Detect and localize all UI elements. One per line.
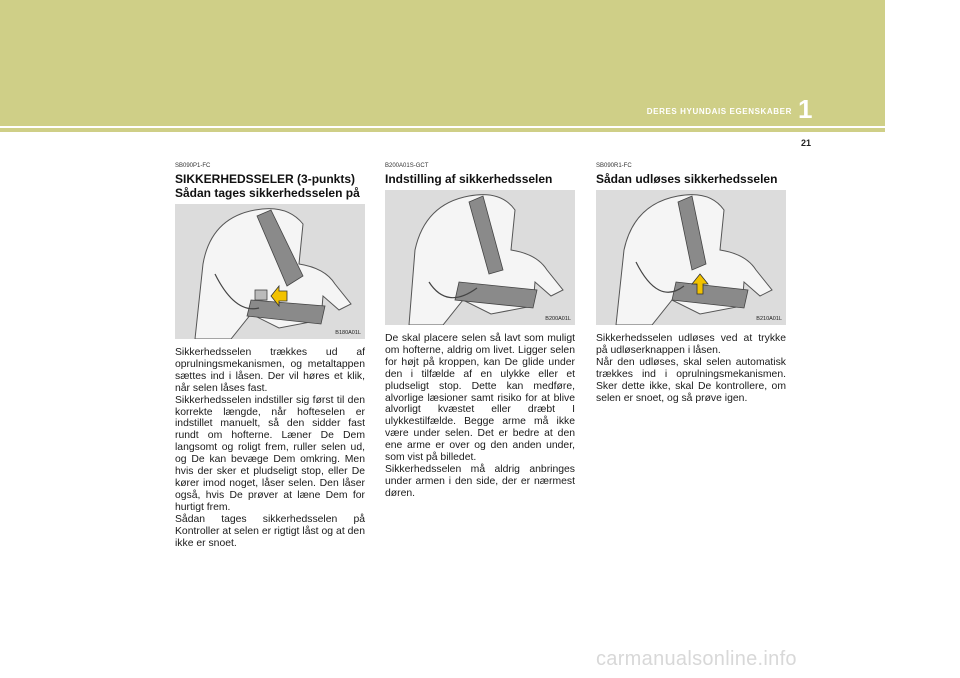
heading-line: Sådan udløses sikkerhedsselen bbox=[596, 172, 778, 186]
column-fastening bbox=[175, 163, 365, 549]
body-text bbox=[385, 333, 575, 500]
column-adjusting bbox=[385, 163, 575, 500]
chapter-number: 1 bbox=[798, 94, 813, 124]
seatbelt-buckle-arrow-icon bbox=[596, 190, 786, 325]
body-text bbox=[175, 347, 365, 549]
paragraph: Sikkerhedsselen udløses ved at trykke på udløserknappen i låsen. bbox=[596, 333, 786, 356]
section-heading bbox=[175, 172, 365, 200]
section-code: B200A01S-GCT bbox=[385, 163, 429, 169]
heading-line: Indstilling af sikkerhedsselen bbox=[385, 172, 553, 186]
illustration-releasing bbox=[596, 190, 786, 325]
body-text bbox=[596, 333, 786, 404]
illustration-adjusting bbox=[385, 190, 575, 325]
figure-code: B210A01L bbox=[756, 316, 782, 322]
figure-code: B200A01L bbox=[545, 316, 571, 322]
paragraph: Når den udløses, skal selen automatisk trækkes ind i oprulningsmekanismen. Sker dette ikke, skal De kontrollere, om selen er snoet, og så prøve igen. bbox=[596, 356, 786, 404]
figure-code: B180A01L bbox=[335, 330, 361, 336]
section-heading bbox=[596, 172, 786, 186]
section-code: SB090P1-FC bbox=[175, 163, 211, 169]
paragraph: Sikkerhedsselen indstiller sig først til den korrekte længde, når hofteselen er indstillet manuelt, så den sidder fast rundt om hofterne. Læner De Dem langsomt og roligt frem, ruller selen ud, og De kan bevæge Dem omkring. Men hvis der sker et pludseligt stop, eller De kører imod noget, låser selen. Den låser også, hvis De prøver at læne Dem for hurtigt frem. bbox=[175, 394, 365, 513]
page-number: 21 bbox=[800, 138, 811, 148]
header-rule bbox=[0, 126, 885, 128]
heading-line: Sådan tages sikkerhedsselen på bbox=[175, 186, 360, 200]
section-code: SB090R1-FC bbox=[596, 163, 632, 169]
footer-watermark: carmanualsonline.info bbox=[596, 648, 797, 670]
seatbelt-buckle-arrow-icon bbox=[175, 204, 365, 339]
seated-person-figure-icon bbox=[385, 190, 575, 325]
heading-line: SIKKERHEDSSELER (3-punkts) bbox=[175, 172, 356, 186]
section-title: DERES HYUNDAIS EGENSKABER bbox=[646, 107, 792, 116]
paragraph: Sådan tages sikkerhedsselen på Kontroller at selen er rigtigt låst og at den ikke er snoet. bbox=[175, 513, 365, 549]
paragraph: Sikkerhedsselen trækkes ud af oprulningsmekanismen, og metaltappen sættes ind i låsen. Der vil høres et klik, når selen låses fast. bbox=[175, 347, 365, 394]
column-releasing bbox=[596, 163, 786, 404]
paragraph: De skal placere selen så lavt som muligt om hofterne, aldrig om livet. Ligger selen for højt på kroppen, kan De glide under den i tilfælde af en ulykke eller et pludseligt stop. Dette kan medføre, alvorlige læsioner samt risiko for at blive alvorligt kvæstet eller dræbt I ulykkestilfælde. Begge arme må ikke være under selen. Det er bedre at den ene arme er over og den anden under, som vist på billedet. bbox=[385, 333, 575, 464]
illustration-fastening bbox=[175, 204, 365, 339]
paragraph: Sikkerhedsselen må aldrig anbringes under armen i den side, der er nærmest døren. bbox=[385, 463, 575, 499]
section-heading bbox=[385, 172, 575, 186]
